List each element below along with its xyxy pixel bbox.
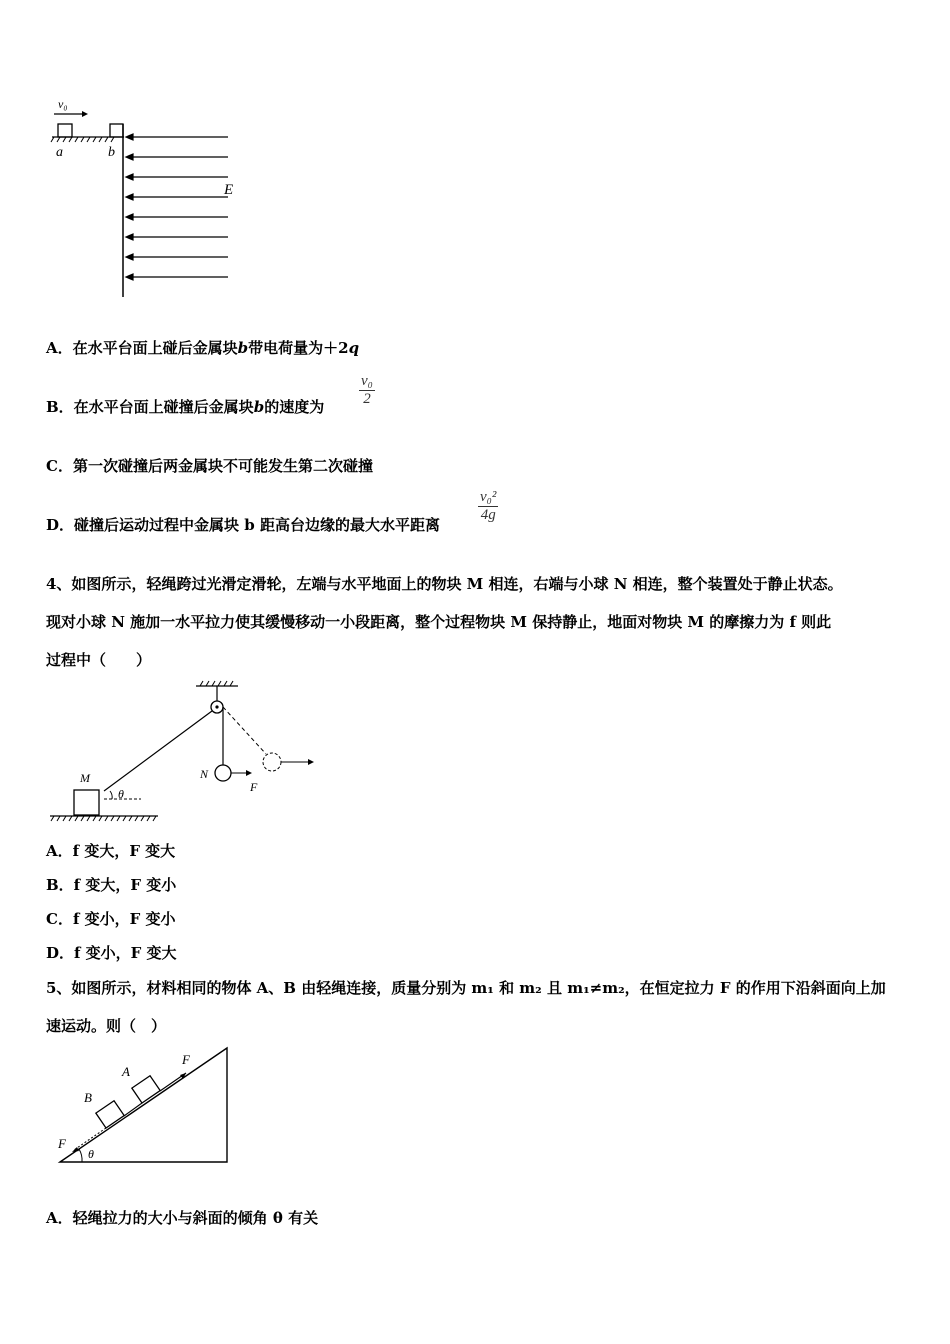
q4-option-c: C．f 变小，F 变小 bbox=[46, 910, 176, 928]
q5-option-a: A．轻绳拉力的大小与斜面的倾角 θ 有关 bbox=[46, 1209, 319, 1227]
q3-option-d-fraction: $\frac{\text{v₀²}}{4g}$ bbox=[480, 489, 497, 523]
fig1-label-E: E bbox=[224, 182, 234, 198]
q3-option-d: D．碰撞后运动过程中金属块 b 距高台边缘的最大水平距离 bbox=[46, 516, 440, 534]
q4-option-a: A．f 变大，F 变大 bbox=[46, 842, 176, 860]
fig3-label-B: B bbox=[84, 1090, 92, 1105]
figure-pulley bbox=[46, 678, 336, 828]
fig1-label-a: a bbox=[56, 145, 63, 160]
q5-stem-line1: 5、如图所示，材料相同的物体 A、B 由轻绳连接，质量分别为 m₁ 和 m₂ 且 m₁≠m₂，在恒定拉力 F 的作用下沿斜面向上加 bbox=[46, 979, 886, 997]
q4-stem-line3: 过程中（ ） bbox=[46, 651, 152, 669]
q4-option-d: D．f 变小，F 变大 bbox=[46, 944, 177, 962]
figure-incline bbox=[46, 1042, 246, 1172]
fig1-label-v0: v₀ bbox=[58, 97, 68, 111]
q4-stem-line1: 4、如图所示，轻绳跨过光滑定滑轮，左端与水平地面上的物块 M 相连，右端与小球 N 相连，整个装置处于静止状态。 bbox=[46, 575, 843, 593]
fig3-label-F-top: F bbox=[182, 1052, 190, 1067]
fig3-label-A: A bbox=[122, 1064, 130, 1079]
q5-stem-line2: 速运动。则（ ） bbox=[46, 1017, 167, 1035]
figure-electric-field bbox=[46, 92, 246, 302]
q3-option-c: C．第一次碰撞后两金属块不可能发生第二次碰撞 bbox=[46, 457, 373, 475]
fig2-label-theta: θ bbox=[118, 787, 124, 801]
q3-option-b-fraction: $\frac{\text{v₀}}{2}$ bbox=[361, 373, 373, 407]
fig2-label-N: N bbox=[200, 767, 209, 781]
q4-option-b: B．f 变大，F 变小 bbox=[46, 876, 177, 894]
q3-option-a: A．在水平台面上碰后金属块b带电荷量为＋2q bbox=[46, 339, 360, 357]
fig2-label-M: M bbox=[80, 771, 90, 785]
fig1-label-b: b bbox=[108, 145, 115, 160]
fig3-label-F-bottom: F bbox=[58, 1136, 66, 1151]
fig3-label-theta: θ bbox=[88, 1147, 94, 1161]
q4-stem-line2: 现对小球 N 施加一水平拉力使其缓慢移动一小段距离，整个过程物块 M 保持静止，地面对物块 M 的摩擦力为 f 则此 bbox=[46, 613, 832, 631]
fig2-label-F: F bbox=[250, 780, 258, 794]
q3-option-b: B．在水平台面上碰撞后金属块b的速度为 bbox=[46, 398, 325, 416]
